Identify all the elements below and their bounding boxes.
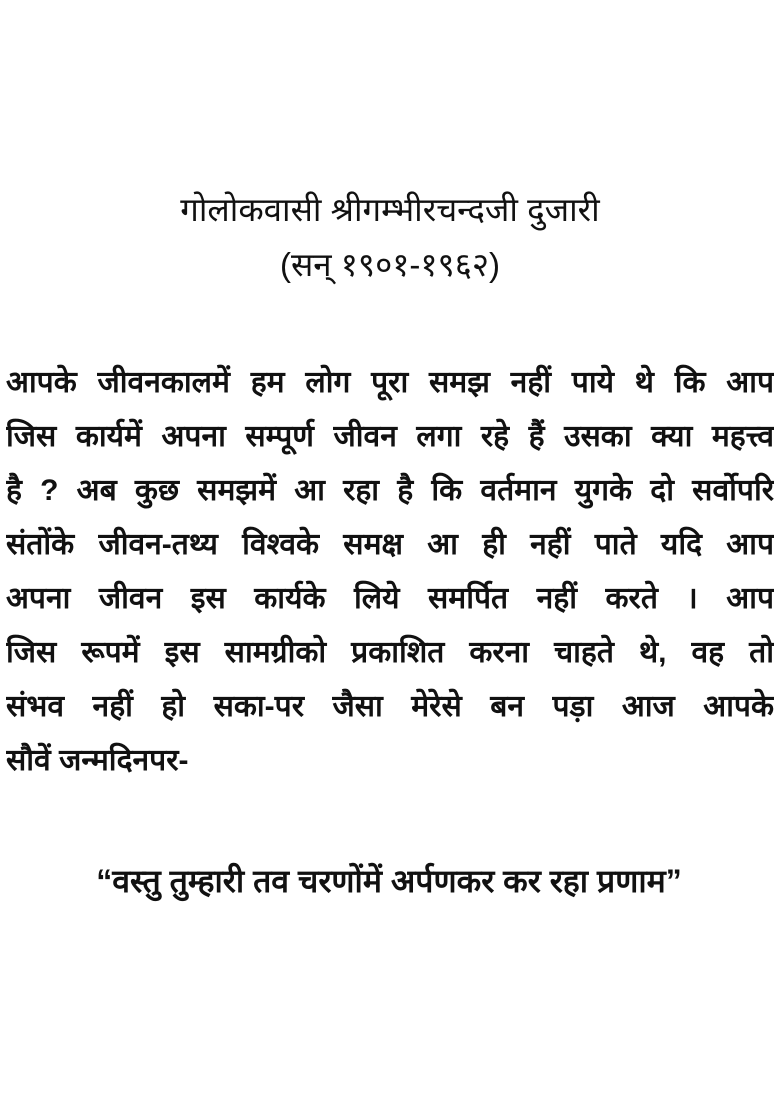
- paragraph-line: आपके जीवनकालमें हम लोग पूरा समझ नहीं पाये थे कि आप: [6, 366, 774, 399]
- paragraph-line: सौवें जन्मदिनपर-: [6, 744, 189, 777]
- paragraph-line: संतोंके जीवन-तथ्य विश्वके समक्ष आ ही नहीं पाते यदि आप: [6, 528, 774, 561]
- dedication-name-heading: गोलोकवासी श्रीगम्भीरचन्दजी दुजारी: [180, 191, 600, 228]
- paragraph-line: अपना जीवन इस कार्यके लिये समर्पित नहीं करते । आप: [6, 582, 774, 615]
- paragraph-line: संभव नहीं हो सका-पर जैसा मेरेसे बन पड़ा आज आपके: [6, 690, 774, 723]
- paragraph-line: है ? अब कुछ समझमें आ रहा है कि वर्तमान युगके दो सर्वोपरि: [6, 474, 774, 507]
- dedication-paragraph: [6, 356, 774, 788]
- dedication-years: (सन् १९०१-१९६२): [279, 246, 501, 283]
- dedication-quote: “वस्तु तुम्हारी तव चरणोंमें अर्पणकर कर रहा प्रणाम”: [96, 863, 682, 899]
- paragraph-line: जिस रूपमें इस सामग्रीको प्रकाशित करना चाहते थे, वह तो: [6, 636, 774, 669]
- paragraph-line: जिस कार्यमें अपना सम्पूर्ण जीवन लगा रहे हैं उसका क्या महत्त्व: [6, 420, 774, 453]
